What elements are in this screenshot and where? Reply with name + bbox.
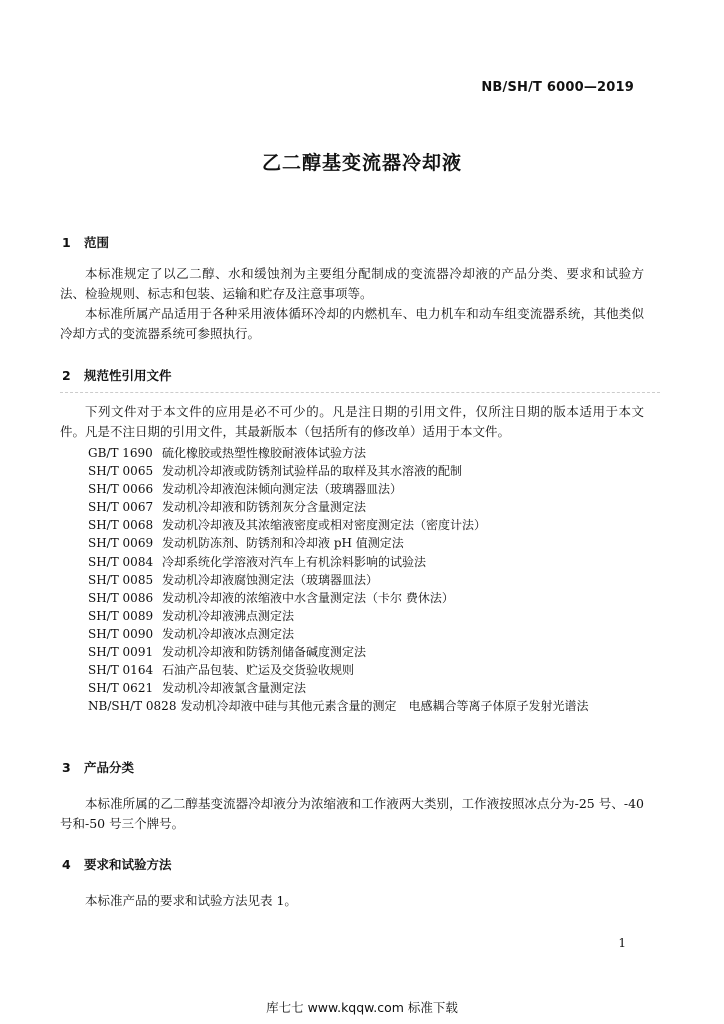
reference-item <box>88 571 648 589</box>
reference-title: 石油产品包装、贮运及交货验收规则 <box>162 663 355 678</box>
reference-code: SH/T 0164 <box>88 663 154 678</box>
reference-title: 发动机冷却液或防锈剂试验样品的取样及其水溶液的配制 <box>162 464 463 479</box>
section-number: 1 <box>62 235 71 250</box>
reference-item <box>88 516 648 534</box>
section-4-heading <box>62 855 172 873</box>
reference-item <box>88 679 648 697</box>
section-number: 3 <box>62 760 71 775</box>
reference-item <box>88 444 648 462</box>
reference-item <box>88 534 648 552</box>
section-title: 产品分类 <box>84 760 135 775</box>
reference-code: SH/T 0065 <box>88 464 154 479</box>
divider <box>60 392 660 393</box>
reference-list <box>88 444 648 715</box>
reference-code: SH/T 0085 <box>88 572 154 587</box>
section-1-heading <box>62 233 109 251</box>
section-number: 2 <box>62 368 71 383</box>
section-title: 要求和试验方法 <box>84 857 172 872</box>
section-2-heading <box>62 366 172 384</box>
footer-watermark: 库七七 www.kqqw.com 标准下载 <box>266 1000 458 1015</box>
reference-code: SH/T 0069 <box>88 536 154 551</box>
section-title: 范围 <box>84 235 110 250</box>
reference-title: 发动机冷却液的浓缩液中水含量测定法（卡尔 费休法） <box>162 590 454 605</box>
reference-item <box>88 480 648 498</box>
reference-code: SH/T 0068 <box>88 518 154 533</box>
reference-title: 冷却系统化学溶液对汽车上有机涂料影响的试验法 <box>162 554 427 569</box>
section-number: 4 <box>62 857 71 872</box>
reference-item <box>88 607 648 625</box>
reference-code: SH/T 0067 <box>88 500 154 515</box>
reference-code: NB/SH/T 0828 <box>88 699 177 714</box>
reference-title: 发动机冷却液氯含量测定法 <box>162 681 307 696</box>
paragraph: 本标准产品的要求和试验方法见表 1。 <box>85 893 297 908</box>
reference-code: SH/T 0090 <box>88 626 154 641</box>
paragraph: 本标准规定了以乙二醇、水和缓蚀剂为主要组分配制成的变流器冷却液的产品分类、要求和试验方法、检验规则、标志和包装、运输和贮存及注意事项等。 <box>60 266 644 301</box>
reference-code: SH/T 0086 <box>88 590 154 605</box>
section-3-heading <box>62 758 134 776</box>
reference-title: 硫化橡胶或热塑性橡胶耐液体试验方法 <box>162 446 367 460</box>
paragraph: 本标准所属的乙二醇基变流器冷却液分为浓缩液和工作液两大类别，工作液按照冰点分为-25 号、-40 号和-50 号三个牌号。 <box>60 796 644 831</box>
reference-title: 发动机冷却液中硅与其他元素含量的测定 电感耦合等离子体原子发射光谱法 <box>180 699 589 714</box>
reference-title: 发动机冷却液和防锈剂灰分含量测定法 <box>162 500 367 515</box>
section-title: 规范性引用文件 <box>84 368 172 383</box>
reference-item <box>88 697 648 715</box>
reference-item <box>88 661 648 679</box>
reference-code: GB/T 1690 <box>88 446 153 460</box>
reference-item <box>88 498 648 516</box>
reference-title: 发动机冷却液沸点测定法 <box>162 608 295 623</box>
paragraph: 下列文件对于本文件的应用是必不可少的。凡是注日期的引用文件，仅所注日期的版本适用于本文件。凡是不注日期的引用文件，其最新版本（包括所有的修改单）适用于本文件。 <box>60 404 644 439</box>
reference-code: SH/T 0091 <box>88 645 154 660</box>
reference-item <box>88 625 648 643</box>
reference-title: 发动机冷却液腐蚀测定法（玻璃器皿法） <box>162 572 379 587</box>
page-number: 1 <box>618 936 626 950</box>
reference-title: 发动机冷却液及其浓缩液密度或相对密度测定法（密度计法） <box>162 518 487 533</box>
reference-title: 发动机防冻剂、防锈剂和冷却液 pH 值测定法 <box>162 536 404 551</box>
paragraph: 本标准所属产品适用于各种采用液体循环冷却的内燃机车、电力机车和动车组变流器系统，其他类似冷却方式的变流器系统可参照执行。 <box>60 306 644 341</box>
document-title: 乙二醇基变流器冷却液 <box>261 152 462 174</box>
reference-code: SH/T 0066 <box>88 482 154 497</box>
reference-title: 发动机冷却液和防锈剂储备碱度测定法 <box>162 645 367 660</box>
reference-code: SH/T 0089 <box>88 608 154 623</box>
reference-title: 发动机冷却液冰点测定法 <box>162 626 295 641</box>
reference-item <box>88 589 648 607</box>
reference-code: SH/T 0084 <box>88 554 154 569</box>
reference-title: 发动机冷却液泡沫倾向测定法（玻璃器皿法） <box>162 482 403 497</box>
standard-code: NB/SH/T 6000—2019 <box>481 80 634 95</box>
reference-item <box>88 553 648 571</box>
reference-item <box>88 462 648 480</box>
reference-code: SH/T 0621 <box>88 681 154 696</box>
reference-item <box>88 643 648 661</box>
